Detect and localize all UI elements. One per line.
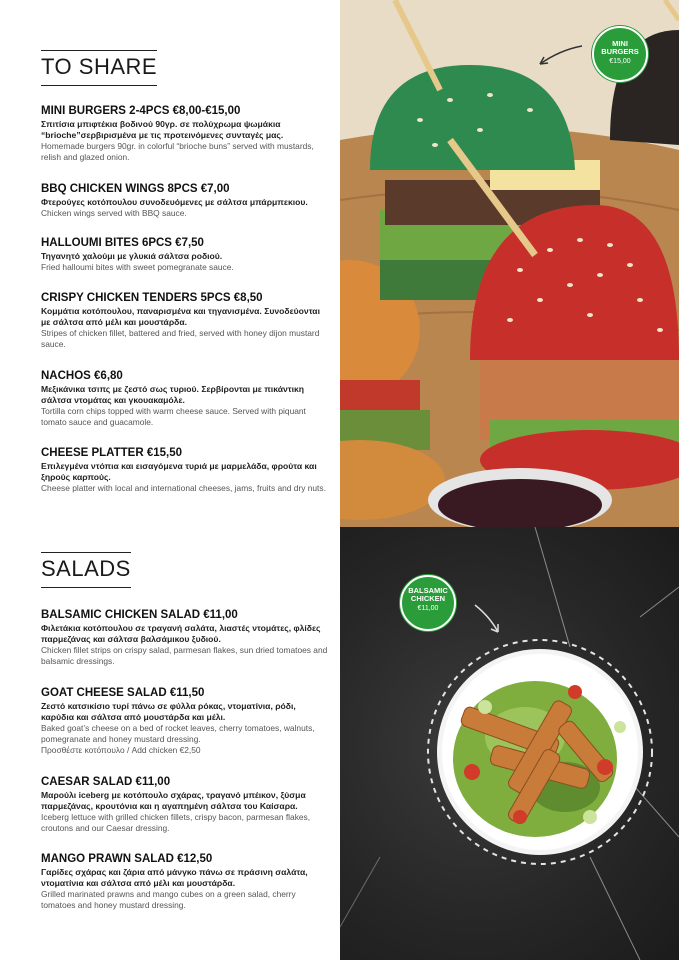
item-desc-english: Tortilla corn chips topped with warm cheese sauce. Served with piquant tomato sauce and guacamole. — [41, 406, 306, 427]
item-desc-greek: Μεξικάνικα τσιπς με ζεστό σως τυριού. Σερβίρονται με πικάντικη σάλτσα ντομάτας και γκουακαμόλε. — [41, 384, 305, 405]
section-title-salads: SALADS — [41, 552, 131, 588]
section-title-to-share: TO SHARE — [41, 50, 157, 86]
menu-item-caesar-salad — [41, 775, 331, 834]
menu-item-mango-prawn-salad — [41, 852, 331, 911]
item-name: BALSAMIC CHICKEN SALAD €11,00 — [41, 609, 238, 621]
item-desc-english: Chicken fillet strips on crispy salad, parmesan flakes, sun dried tomatoes and balsamic dressings. — [41, 645, 328, 666]
badge-balsamic-chicken — [400, 575, 456, 631]
item-name: MINI BURGERS 2-4PCS €8,00-€15,00 — [41, 105, 241, 117]
item-desc-greek: Τηγανητό χαλούμι με γλυκιά σάλτσα ροδιού. — [41, 251, 223, 261]
badge-price: €15,00 — [609, 58, 631, 65]
item-desc-greek: Φτερούγες κοτόπουλου συνοδευόμενες με σάλτσα μπάρμπεκιου. — [41, 197, 308, 207]
badge-label: BALSAMIC CHICKEN — [408, 586, 448, 603]
menu-item-bbq-wings — [41, 182, 331, 219]
item-desc-english: Chicken wings served with BBQ sauce. — [41, 208, 187, 218]
item-desc-english: Fried halloumi bites with sweet pomegranate sauce. — [41, 262, 234, 272]
menu-item-halloumi-bites — [41, 236, 331, 273]
item-desc-english: Baked goat’s cheese on a bed of rocket leaves, cherry tomatoes, walnuts, pomegranate and honey mustard dressing. — [41, 723, 315, 744]
item-desc-english: Cheese platter with local and international cheeses, jams, fruits and dry nuts. — [41, 483, 326, 493]
badge-mini-burgers — [592, 26, 648, 82]
item-desc-english: Homemade burgers 90gr. in colorful “brioche buns” served with mustards, relish and glazed onion. — [41, 141, 314, 162]
item-name: CAESAR SALAD €11,00 — [41, 776, 171, 788]
menu-item-goat-cheese-salad — [41, 686, 331, 756]
item-name: CRISPY CHICKEN TENDERS 5PCS €8,50 — [41, 292, 263, 304]
item-name: MANGO PRAWN SALAD €12,50 — [41, 853, 213, 865]
item-add-on: Προσθέστε κοτόπουλο / Add chicken €2,50 — [41, 745, 201, 755]
item-desc-greek: Κομμάτια κοτόπουλου, παναρισμένα και τηγανισμένα. Συνοδεύονται με σάλτσα από μέλι και μουστάρδα. — [41, 306, 320, 327]
item-desc-greek: Γαρίδες σχάρας και ζάρια από μάνγκο πάνω σε πράσινη σαλάτα, ντοματίνια και σάλτσα από μέλι και μουστάρδα. — [41, 867, 308, 888]
item-desc-greek: Φιλετάκια κοτόπουλου σε τραγανή σαλάτα, λιαστές ντομάτες, φλίδες παρμεζάνας και σάλτσα βαλσάμικου ξυδιού. — [41, 623, 321, 644]
item-desc-english: Iceberg lettuce with grilled chicken fillets, crispy bacon, parmesan flakes, croutons and our Caesar dressing. — [41, 812, 311, 833]
item-name: CHEESE PLATTER €15,50 — [41, 447, 183, 459]
salad-illustration — [340, 527, 679, 960]
menu-item-chicken-tenders — [41, 291, 331, 350]
item-name: BBQ CHICKEN WINGS 8PCS €7,00 — [41, 183, 230, 195]
menu-image-column — [340, 0, 679, 960]
item-desc-greek: Επιλεγμένα ντόπια και εισαγόμενα τυριά με μαρμελάδα, φρούτα και ξηρούς καρπούς. — [41, 461, 317, 482]
chalkboard-salad-photo — [340, 527, 679, 960]
badge-price: €11,00 — [417, 605, 439, 612]
item-desc-english: Stripes of chicken fillet, battered and fried, served with honey dijon mustard sauce. — [41, 328, 320, 349]
item-name: GOAT CHEESE SALAD €11,50 — [41, 687, 205, 699]
menu-item-nachos — [41, 369, 331, 428]
item-name: HALLOUMI BITES 6PCS €7,50 — [41, 237, 204, 249]
item-name: NACHOS €6,80 — [41, 370, 123, 382]
item-desc-english: Grilled marinated prawns and mango cubes on a green salad, cherry tomatoes and honey mustard dressing. — [41, 889, 296, 910]
menu-item-balsamic-chicken-salad — [41, 608, 331, 667]
burgers-photo — [340, 0, 679, 527]
menu-item-cheese-platter — [41, 446, 331, 494]
item-desc-greek: Σπιτίσια μπιφτέκια βοδινού 90γρ. σε πολύχρωμα ψωμάκια “brioche”σερβιρισμένα με τις προτεινόμενες συνταγές μας. — [41, 119, 284, 140]
item-desc-greek: Μαρούλι iceberg με κοτόπουλο σχάρας, τραγανό μπέικον, ξύσμα παρμεζάνας, κρουτόνια και η αγαπημένη σάλτσα του Καίσαρα. — [41, 790, 306, 811]
item-desc-greek: Ζεστό κατσικίσιο τυρί πάνω σε φύλλα ρόκας, ντοματίνια, ρόδι, καρύδια και σάλτσα από μουστάρδα και μέλι. — [41, 701, 296, 722]
badge-label: MINI BURGERS — [601, 39, 639, 56]
menu-item-mini-burgers — [41, 104, 331, 163]
